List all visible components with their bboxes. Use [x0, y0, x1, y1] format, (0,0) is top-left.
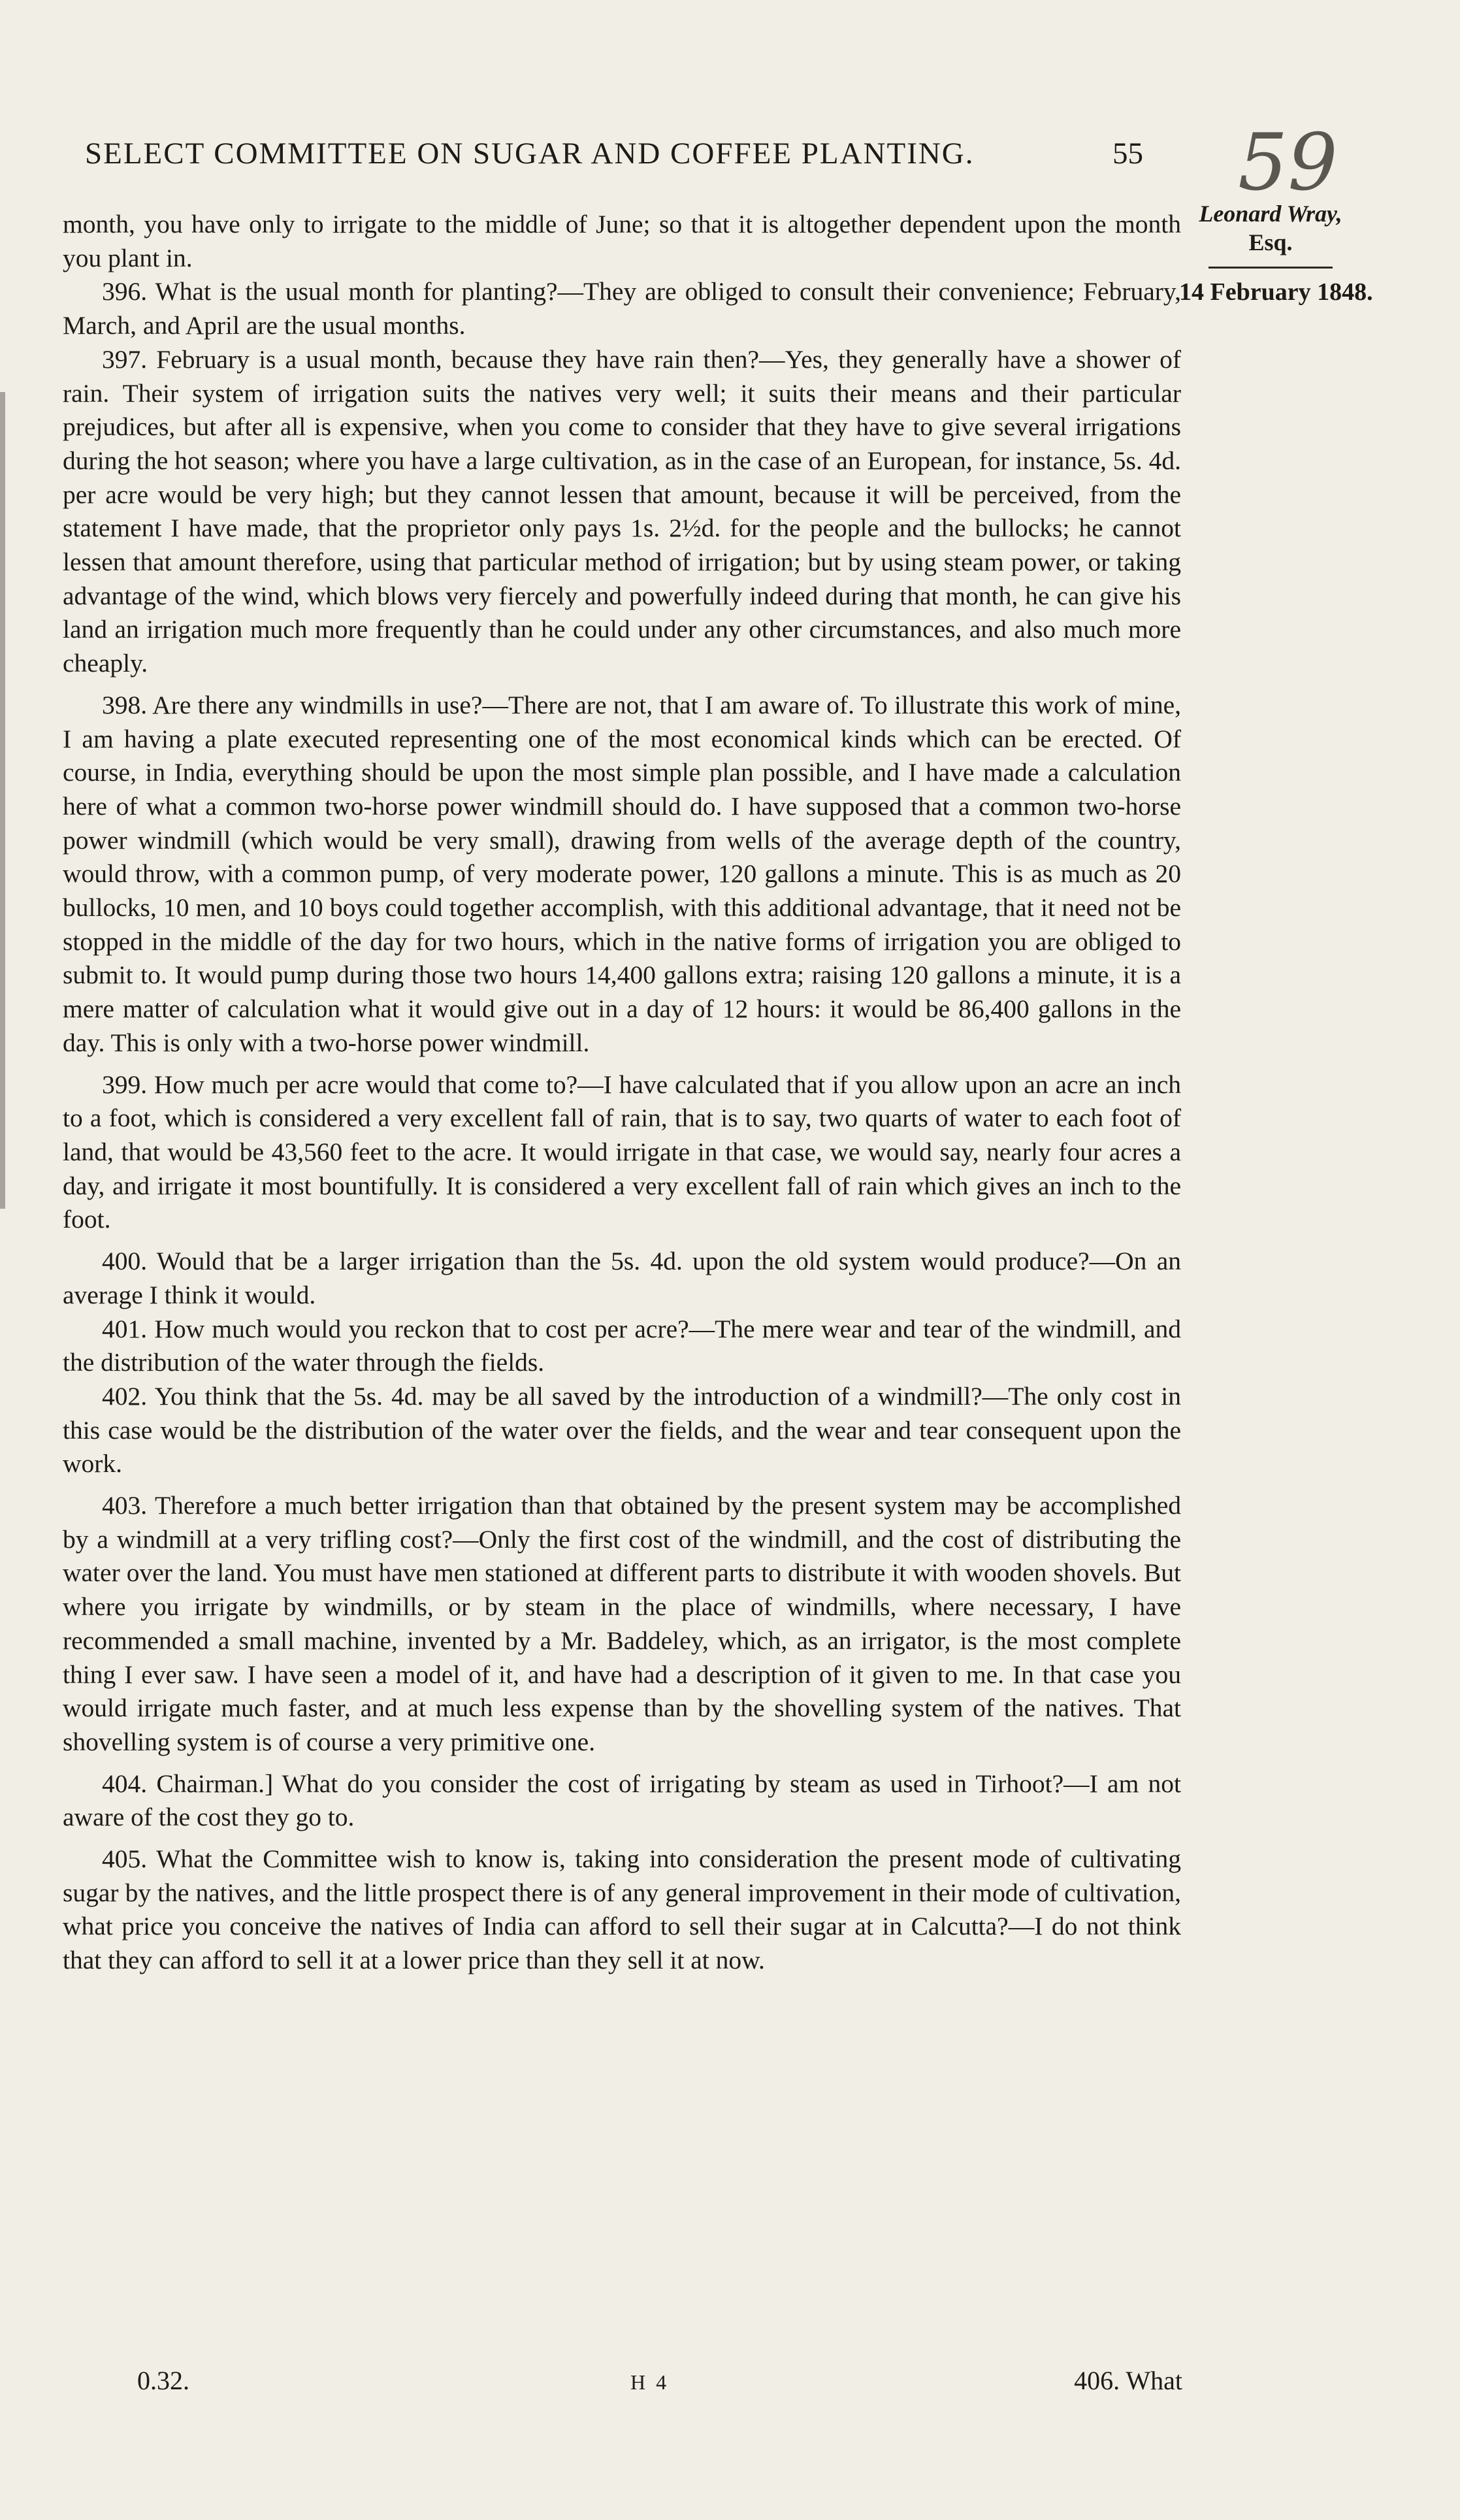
footer-signature-mark: H 4 [630, 2370, 670, 2394]
footer-catchword: 406. What [1074, 2366, 1182, 2395]
page-footer [137, 2365, 1182, 2404]
witness-name: Leonard Wray, [1199, 201, 1342, 227]
page-title: SELECT COMMITTEE ON SUGAR AND COFFEE PLANTING. [85, 137, 975, 171]
paragraph-398: 398. Are there any windmills in use?—There are not, that I am aware of. To illustrate this work of mine, I am having a plate executed representing one of the most economical kinds which can be erected. Of course, in India, everything should be upon the most simple plan possible, and I have made a calculation here of what a common two-horse power windmill should do. I have supposed that a common two-horse power windmill (which would be very small), drawing from wells of the average depth of the country, would throw, with a common pump, of very moderate power, 120 gallons a minute. This is as much as 20 bullocks, 10 men, and 10 boys could together accomplish, with this additional advantage, that it need not be stopped in the middle of the day for two hours, which in the native forms of irrigation you are obliged to submit to. It would pump during those two hours 14,400 gallons extra; raising 120 gallons a minute, it is a mere matter of calculation what it would give out in a day of 12 hours: it would be 86,400 gallons in the day. This is only with a two-horse power windmill. [63, 690, 1181, 1057]
paragraph-400: 400. Would that be a larger irrigation than the 5s. 4d. upon the old system would produce?—On an average I think it would. [63, 1247, 1181, 1309]
testimony-text [63, 208, 1181, 1978]
page-number: 55 [1112, 137, 1143, 171]
paragraph-399: 399. How much per acre would that come to?—I have calculated that if you allow upon an acre an inch to a foot, which is considered a very excellent fall of rain, that is to say, two quarts of water to each foot of land, that would be 43,560 feet to the acre. It would irrigate in that case, we would say, nearly four acres a day, and irrigate it most bountifully. It is considered a very excellent fall of rain which gives an inch to the foot. [63, 1070, 1181, 1234]
paragraph-continued: month, you have only to irrigate to the middle of June; so that it is altogether dependent upon the month you plant in. [63, 210, 1181, 272]
running-header [85, 136, 1143, 182]
margin-rule [1209, 267, 1333, 269]
paragraph-401: 401. How much would you reckon that to cost per acre?—The mere wear and tear of the windmill, and the distribution of the water through the fields. [63, 1314, 1181, 1377]
witness-title: Esq. [1248, 229, 1293, 255]
paragraph-402: 402. You think that the 5s. 4d. may be all saved by the introduction of a windmill?—The only cost in this case would be the distribution of the water over the fields, and the wear and tear consequent upon the work. [63, 1381, 1181, 1479]
handwritten-folio-number: 59 [1238, 118, 1338, 208]
margin-note [1173, 200, 1373, 306]
paragraph-397: 397. February is a usual month, because they have rain then?—Yes, they generally have a shower of rain. Their system of irrigation suits the natives very well; it suits their means and their particular prejudices, but after all is expensive, when you come to consider that they have to give several irrigations during the hot season; where you have a large cultivation, as in the case of an European, for instance, 5s. 4d. per acre would be very high; but they cannot lessen that amount, because it will be perceived, from the statement I have made, that the proprietor only pays 1s. 2½d. for the people and the bullocks; he cannot lessen that amount therefore, using that particular method of irrigation; but by using steam power, or taking advantage of the wind, which blows very fiercely and powerfully indeed during that month, he can give his land an irrigation much more frequently than he could under any other circumstances, and also much more cheaply. [63, 344, 1181, 678]
paragraph-396: 396. What is the usual month for planting?—They are obliged to consult their convenience; February, March, and April are the usual months. [63, 277, 1181, 340]
paragraph-405: 405. What the Committee wish to know is, taking into consideration the present mode of cultivating sugar by the natives, and the little prospect there is of any general improvement in their mode of cultivation, what price you conceive the natives of India can afford to sell their sugar at in Calcutta?—I do not think that they can afford to sell it at a lower price than they sell it at now. [63, 1844, 1181, 1975]
testimony-date: 14 February 1848. [1179, 278, 1373, 306]
paragraph-403: 403. Therefore a much better irrigation than that obtained by the present system may be accomplished by a windmill at a very trifling cost?—Only the first cost of the windmill, and the cost of distributing the water over the land. You must have men stationed at different parts to distribute it with wooden shovels. But where you irrigate by windmills, or by steam in the place of windmills, where necessary, I have recommended a small machine, invented by a Mr. Baddeley, which, as an irrigator, is the most complete thing I ever saw. I have seen a model of it, and have had a description of it given to me. In that case you would irrigate much faster, and at much less expense than by the shovelling system of the natives. That shovelling system is of course a very primitive one. [63, 1491, 1181, 1756]
footer-sessional-number: 0.32. [137, 2366, 189, 2395]
paragraph-404: 404. Chairman.] What do you consider the cost of irrigating by steam as used in Tirhoot?—I am not aware of the cost they go to. [63, 1769, 1181, 1832]
page-binding-shadow [0, 392, 5, 1209]
